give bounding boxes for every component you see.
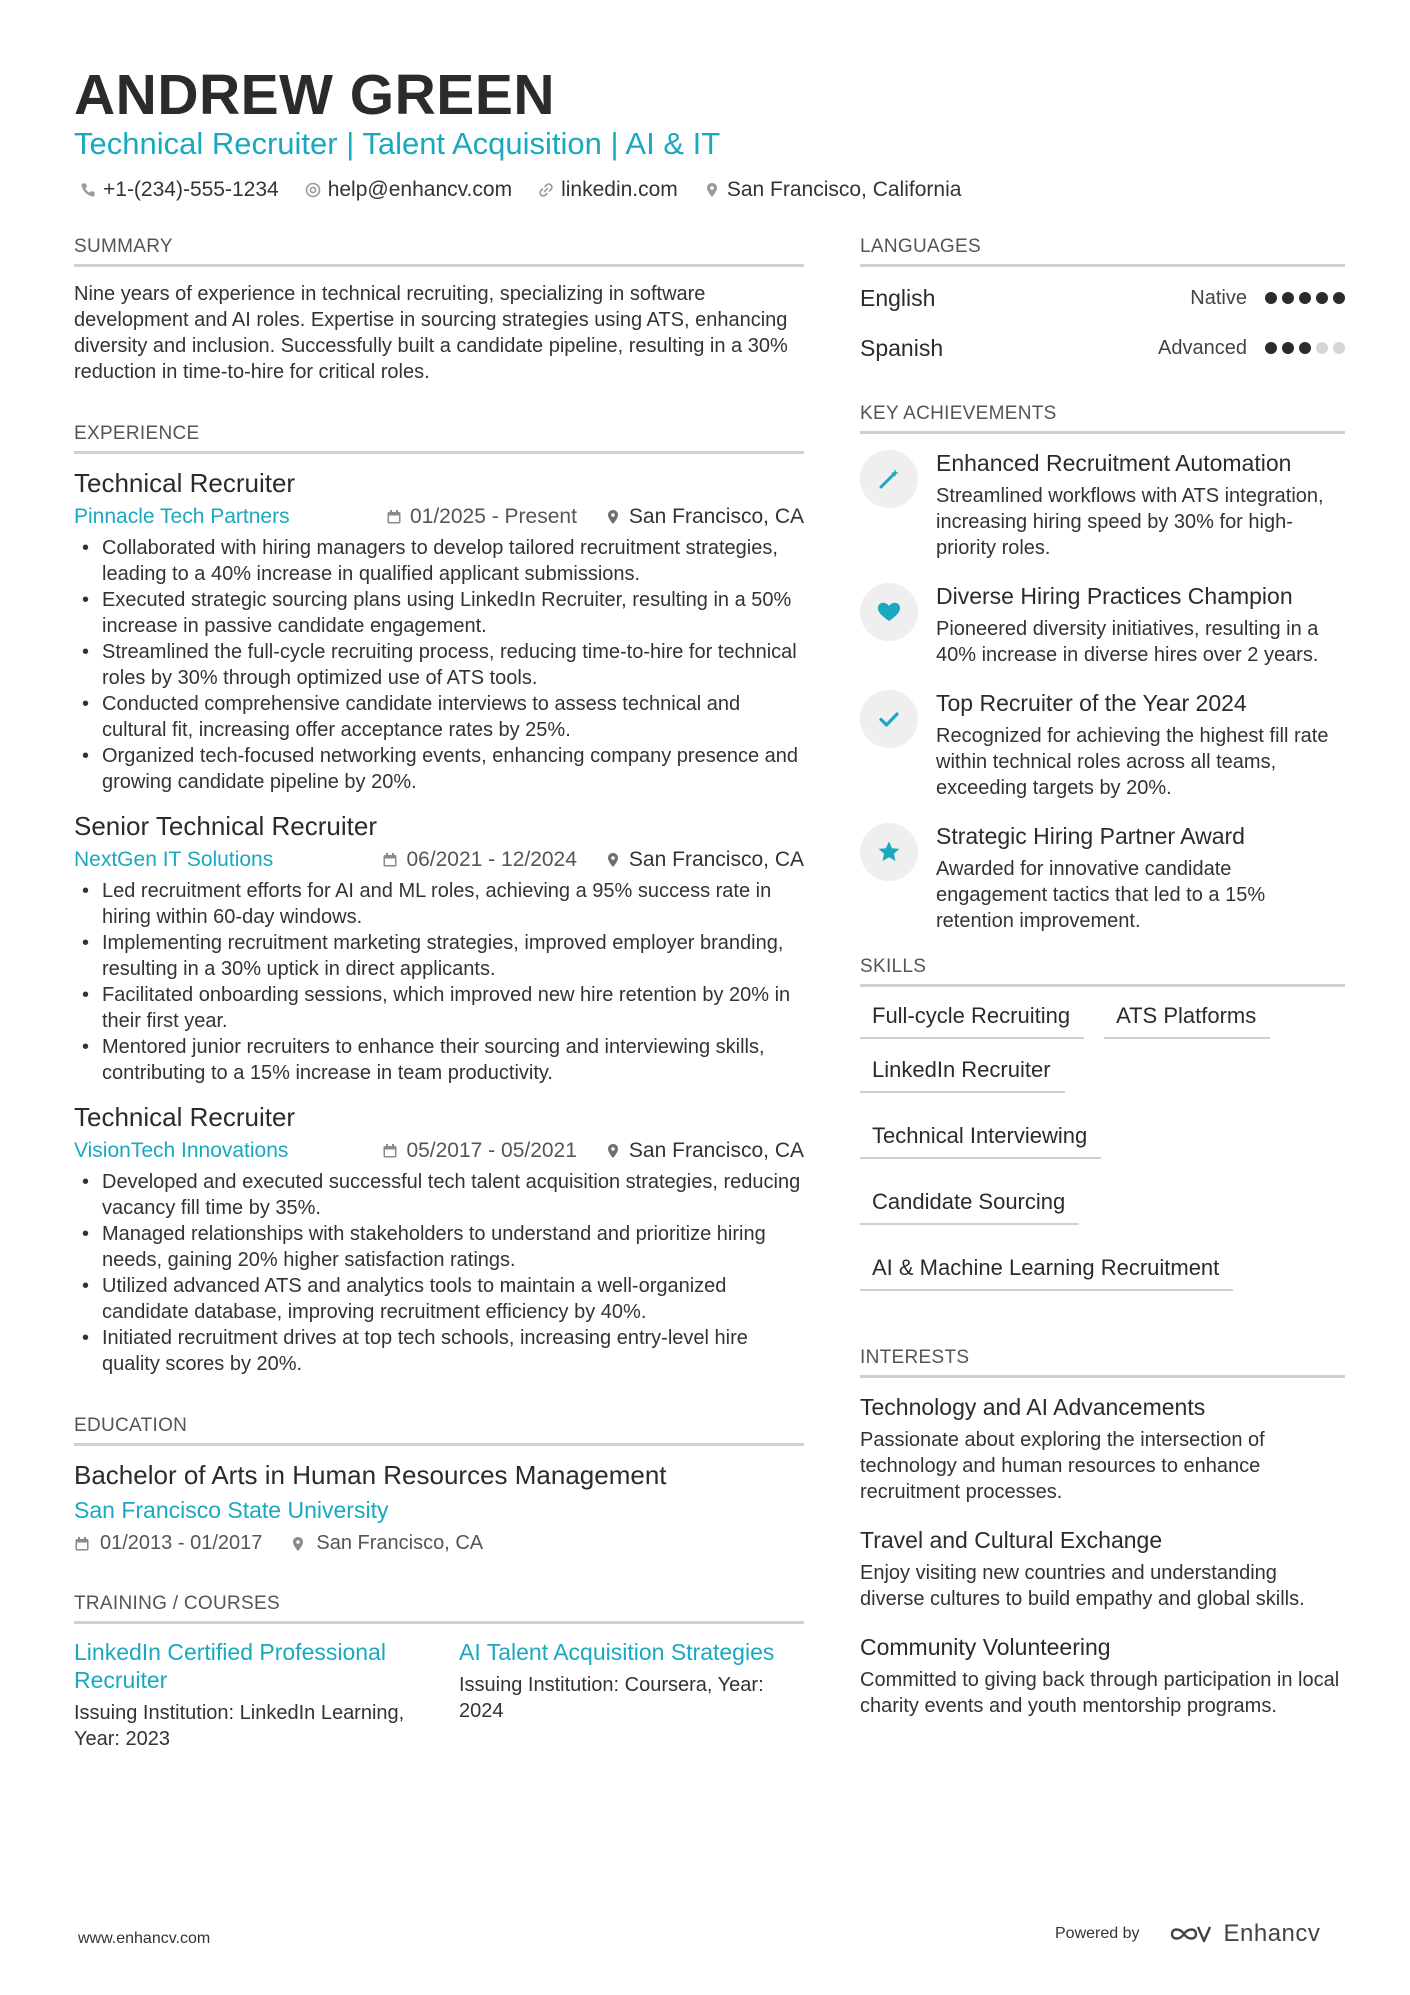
achievement-title: Top Recruiter of the Year 2024 bbox=[936, 690, 1247, 716]
section-title: EXPERIENCE bbox=[74, 423, 804, 454]
job-meta bbox=[74, 1139, 804, 1163]
enhancv-logo-icon bbox=[1168, 1922, 1214, 1946]
course-list bbox=[74, 1638, 804, 1752]
achievement-body bbox=[936, 823, 1345, 934]
interest-item bbox=[860, 1394, 1345, 1505]
list-item: • Conducted comprehensive candidate interviews to assess technical and cultural fit, increasing offer acceptance rates by 25%. bbox=[74, 691, 804, 743]
section-title: INTERESTS bbox=[860, 1347, 1345, 1378]
course-title[interactable]: AI Talent Acquisition Strategies bbox=[459, 1639, 775, 1665]
job-dates bbox=[386, 505, 577, 529]
heart-icon bbox=[860, 583, 918, 641]
degree-title: Bachelor of Arts in Human Resources Management bbox=[74, 1460, 667, 1490]
list-item: • Collaborated with hiring managers to develop tailored recruitment strategies, leading to a 40% increase in qualified applicant submissions. bbox=[74, 535, 804, 587]
language-level: Native bbox=[1190, 286, 1247, 309]
job-dates-text: 01/2025 - Present bbox=[409, 505, 577, 528]
achievement-title: Enhanced Recruitment Automation bbox=[936, 450, 1292, 476]
job-meta bbox=[74, 505, 804, 529]
link-icon bbox=[538, 182, 554, 198]
language-rating bbox=[1265, 342, 1345, 354]
calendar-icon bbox=[386, 509, 402, 525]
list-item: • Utilized advanced ATS and analytics tools to maintain a well-organized candidate database, improving recruitment efficiency by 40%. bbox=[74, 1273, 804, 1325]
job-bullets bbox=[74, 1169, 804, 1377]
brand-name: Enhancv bbox=[1223, 1920, 1321, 1947]
location-text: San Francisco, California bbox=[726, 178, 962, 201]
list-item: • Mentored junior recruiters to enhance their sourcing and interviewing skills, contributing to a 15% increase in team productivity. bbox=[74, 1034, 804, 1086]
job-meta bbox=[74, 848, 804, 872]
list-item: • Implementing recruitment marketing strategies, improved employer branding, resulting in a 30% uptick in direct applicants. bbox=[74, 930, 804, 982]
skill-tag: LinkedIn Recruiter bbox=[860, 1051, 1065, 1093]
location-pin-icon bbox=[605, 1143, 621, 1159]
list-item: • Initiated recruitment drives at top tech schools, increasing entry-level hire quality scores by 20%. bbox=[74, 1325, 804, 1377]
interest-item bbox=[860, 1527, 1345, 1612]
skill-tag: ATS Platforms bbox=[1104, 997, 1270, 1039]
achievement-title: Strategic Hiring Partner Award bbox=[936, 823, 1245, 849]
job-location-text: San Francisco, CA bbox=[628, 848, 804, 871]
achievement-description: Pioneered diversity initiatives, resulting in a 40% increase in diverse hires over 2 years. bbox=[936, 618, 1319, 666]
left-column bbox=[74, 236, 804, 1752]
rating-dot bbox=[1316, 342, 1328, 354]
experience-section bbox=[74, 423, 804, 1377]
course-description: Issuing Institution: Coursera, Year: 2024 bbox=[459, 1674, 764, 1722]
list-item: • Developed and executed successful tech talent acquisition strategies, reducing vacancy fill time by 35%. bbox=[74, 1169, 804, 1221]
course-item bbox=[74, 1638, 419, 1752]
contact-phone[interactable] bbox=[80, 178, 279, 202]
course-description: Issuing Institution: LinkedIn Learning, Year: 2023 bbox=[74, 1702, 405, 1750]
rating-dot bbox=[1333, 292, 1345, 304]
summary-text: Nine years of experience in technical recruiting, specializing in software development and AI roles. Expertise in sourcing strategies using ATS, enhancing diversity and inclusion. Successfully built a candidate pipeline, resulting in a 30% reduction in time-to-hire for critical roles. bbox=[74, 283, 788, 383]
skill-tag: AI & Machine Learning Recruitment bbox=[860, 1249, 1233, 1291]
section-title: KEY ACHIEVEMENTS bbox=[860, 403, 1345, 434]
list-item: • Organized tech-focused networking events, enhancing company presence and growing candidate pipeline by 20%. bbox=[74, 743, 804, 795]
section-title: TRAINING / COURSES bbox=[74, 1593, 804, 1624]
job-entry bbox=[74, 468, 804, 795]
contact-email[interactable] bbox=[305, 178, 512, 202]
interest-description: Committed to giving back through participation in local charity events and youth mentorship programs. bbox=[860, 1669, 1340, 1717]
rating-dot bbox=[1265, 292, 1277, 304]
job-location bbox=[605, 505, 804, 529]
languages-section bbox=[860, 236, 1345, 373]
language-name: Spanish bbox=[860, 334, 944, 361]
achievement-item bbox=[860, 823, 1345, 934]
achievement-item bbox=[860, 583, 1345, 668]
website-text: linkedin.com bbox=[561, 178, 678, 201]
magic-wand-icon bbox=[860, 450, 918, 508]
contact-bar bbox=[80, 178, 961, 202]
location-pin-icon bbox=[605, 509, 621, 525]
section-title: LANGUAGES bbox=[860, 236, 1345, 267]
job-entry bbox=[74, 1102, 804, 1377]
achievement-item bbox=[860, 690, 1345, 801]
language-row bbox=[860, 323, 1345, 373]
section-title: SUMMARY bbox=[74, 236, 804, 267]
language-name: English bbox=[860, 284, 936, 311]
contact-location bbox=[704, 178, 962, 202]
calendar-icon bbox=[382, 1143, 398, 1159]
rating-dot bbox=[1316, 292, 1328, 304]
course-item bbox=[459, 1638, 804, 1752]
job-entry bbox=[74, 811, 804, 1086]
job-dates-text: 05/2017 - 05/2021 bbox=[406, 1139, 577, 1162]
job-dates-text: 06/2021 - 12/2024 bbox=[406, 848, 577, 871]
rating-dot bbox=[1265, 342, 1277, 354]
course-title[interactable]: LinkedIn Certified Professional Recruiter bbox=[74, 1639, 386, 1693]
powered-by-text: Powered by bbox=[1055, 1925, 1140, 1942]
education-location: San Francisco, CA bbox=[316, 1532, 484, 1554]
star-icon bbox=[860, 823, 918, 881]
company-name[interactable]: Pinnacle Tech Partners bbox=[74, 505, 290, 528]
list-item: • Streamlined the full-cycle recruiting process, reducing time-to-hire for technical roles by 30% through optimized use of ATS tools. bbox=[74, 639, 804, 691]
job-location-text: San Francisco, CA bbox=[628, 505, 804, 528]
rating-dot bbox=[1299, 342, 1311, 354]
achievement-description: Streamlined workflows with ATS integration, increasing hiring speed by 30% for high-priority roles. bbox=[936, 485, 1324, 559]
check-icon bbox=[860, 690, 918, 748]
list-item: • Facilitated onboarding sessions, which improved new hire retention by 20% in their first year. bbox=[74, 982, 804, 1034]
interest-description: Passionate about exploring the intersection of technology and human resources to enhance recruitment processes. bbox=[860, 1429, 1265, 1503]
job-bullets bbox=[74, 878, 804, 1086]
calendar-icon bbox=[382, 852, 398, 868]
company-name[interactable]: VisionTech Innovations bbox=[74, 1139, 289, 1162]
calendar-icon bbox=[74, 1536, 90, 1552]
interest-description: Enjoy visiting new countries and understanding diverse cultures to build empathy and global skills. bbox=[860, 1562, 1305, 1610]
list-item: • Led recruitment efforts for AI and ML roles, achieving a 95% success rate in hiring within 60-day windows. bbox=[74, 878, 804, 930]
job-bullets bbox=[74, 535, 804, 795]
summary-section bbox=[74, 236, 804, 385]
interests-section bbox=[860, 1347, 1345, 1719]
job-location-text: San Francisco, CA bbox=[628, 1139, 804, 1162]
education-meta bbox=[74, 1532, 804, 1555]
skill-tag: Candidate Sourcing bbox=[860, 1183, 1079, 1225]
job-title: Technical Recruiter bbox=[74, 1102, 296, 1132]
company-name[interactable]: NextGen IT Solutions bbox=[74, 848, 274, 871]
achievement-title: Diverse Hiring Practices Champion bbox=[936, 583, 1293, 609]
section-title: SKILLS bbox=[860, 956, 1345, 987]
skills-section bbox=[860, 956, 1345, 1291]
job-title: Senior Technical Recruiter bbox=[74, 811, 377, 841]
training-section bbox=[74, 1593, 804, 1752]
education-section bbox=[74, 1415, 804, 1555]
location-pin-icon bbox=[290, 1536, 306, 1552]
interest-title: Community Volunteering bbox=[860, 1634, 1111, 1660]
skill-tag: Technical Interviewing bbox=[860, 1117, 1101, 1159]
list-item: • Executed strategic sourcing plans using LinkedIn Recruiter, resulting in a 50% increase in passive candidate engagement. bbox=[74, 587, 804, 639]
brand-logo[interactable] bbox=[1168, 1920, 1321, 1948]
location-pin-icon bbox=[605, 852, 621, 868]
achievement-item bbox=[860, 450, 1345, 561]
contact-website[interactable] bbox=[538, 178, 678, 202]
job-location bbox=[605, 848, 804, 872]
section-title: EDUCATION bbox=[74, 1415, 804, 1446]
achievement-body bbox=[936, 690, 1345, 801]
job-dates bbox=[382, 848, 576, 872]
candidate-name: ANDREW GREEN bbox=[74, 63, 556, 127]
interest-item bbox=[860, 1634, 1345, 1719]
achievements-section bbox=[860, 403, 1345, 934]
list-item: • Managed relationships with stakeholders to understand and prioritize hiring needs, gaining 20% higher satisfaction ratings. bbox=[74, 1221, 804, 1273]
language-level: Advanced bbox=[1158, 336, 1247, 359]
education-dates: 01/2013 - 01/2017 bbox=[100, 1532, 263, 1554]
at-icon bbox=[305, 182, 321, 198]
interest-title: Technology and AI Advancements bbox=[860, 1394, 1206, 1420]
headline: Technical Recruiter | Talent Acquisition | AI & IT bbox=[74, 126, 721, 161]
job-location bbox=[605, 1139, 804, 1163]
achievement-body bbox=[936, 450, 1345, 561]
achievement-body bbox=[936, 583, 1345, 668]
language-row bbox=[860, 273, 1345, 323]
footer-branding bbox=[1055, 1920, 1320, 1948]
school-name[interactable]: San Francisco State University bbox=[74, 1497, 389, 1523]
phone-text: +1-(234)-555-1234 bbox=[103, 178, 279, 201]
job-title: Technical Recruiter bbox=[74, 468, 296, 498]
rating-dot bbox=[1282, 342, 1294, 354]
language-rating bbox=[1265, 292, 1345, 304]
achievement-description: Awarded for innovative candidate engagement tactics that led to a 15% retention improvement. bbox=[936, 858, 1266, 932]
rating-dot bbox=[1282, 292, 1294, 304]
rating-dot bbox=[1299, 292, 1311, 304]
footer-website[interactable]: www.enhancv.com bbox=[78, 1930, 211, 1947]
skills-list bbox=[860, 997, 1345, 1291]
skill-tag: Full-cycle Recruiting bbox=[860, 997, 1084, 1039]
rating-dot bbox=[1333, 342, 1345, 354]
phone-icon bbox=[80, 182, 96, 198]
achievement-description: Recognized for achieving the highest fill rate within technical roles across all teams, exceeding targets by 20%. bbox=[936, 725, 1329, 799]
right-column bbox=[860, 236, 1345, 1741]
location-pin-icon bbox=[704, 182, 720, 198]
interest-title: Travel and Cultural Exchange bbox=[860, 1527, 1163, 1553]
job-dates bbox=[382, 1139, 576, 1163]
email-text: help@enhancv.com bbox=[327, 178, 513, 201]
